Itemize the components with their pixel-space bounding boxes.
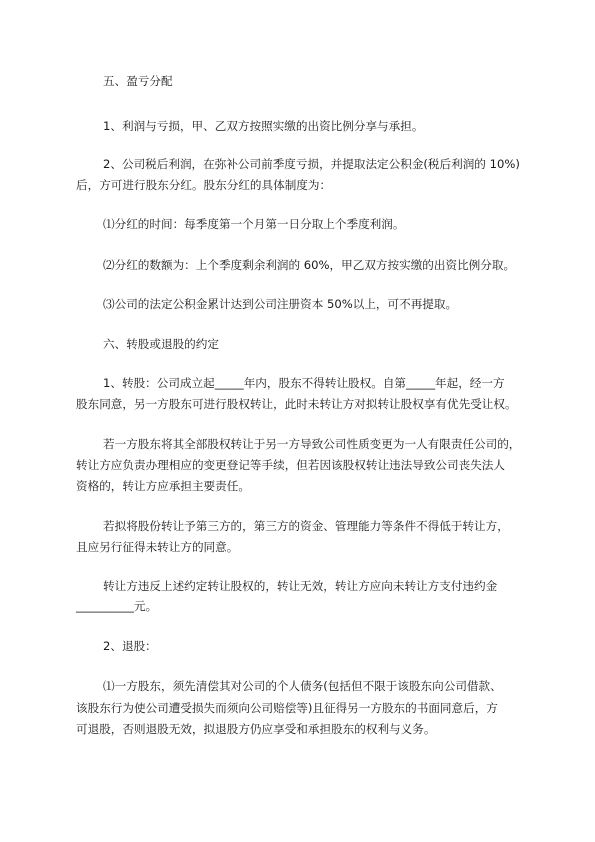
paragraph-penalty-line-1: 转让方违反上述约定转让股权的，转让无效，转让方应向未转让方支付违约金 <box>103 579 498 593</box>
paragraph-transfer-line-2: 股东同意，另一方股东可进行股权转让，此时未转让方对拟转让股权享有优先受让权。 <box>76 397 517 411</box>
list-item-dividend-time: ⑴分红的时间：每季度第一个月第一日分取上个季度利润。 <box>103 217 405 231</box>
list-item-withdrawal-line-2: 该股东行为使公司遭受损失而须向公司赔偿等)且征得另一方股东的书面同意后，方 <box>76 701 498 715</box>
paragraph-third-party-line-2: 且应另行征得未转让方的同意。 <box>76 540 239 554</box>
list-item-withdrawal-line-1: ⑴一方股东，须先清偿其对公司的个人债务(包括但不限于该股东向公司借款、 <box>103 679 502 693</box>
paragraph-dividend-line-1: 2、公司税后利润，在弥补公司前季度亏损，并提取法定公积金(税后利润的 10%) <box>103 157 520 171</box>
paragraph-full-transfer-line-2: 转让方应负责办理相应的变更登记等手续，但若因该股权转让违法导致公司丧失法人 <box>76 458 505 472</box>
paragraph-withdrawal-heading: 2、退股： <box>103 639 157 653</box>
list-item-dividend-amount: ⑵分红的数额为：上个季度剩余利润的 60%，甲乙双方按实缴的出资比例分取。 <box>103 258 516 272</box>
paragraph-penalty-line-2: __________元。 <box>76 599 158 613</box>
paragraph-transfer-line-1: 1、转股：公司成立起_____年内，股东不得转让股权。自第_____年起，经一方 <box>103 376 505 390</box>
paragraph-full-transfer-line-1: 若一方股东将其全部股权转让于另一方导致公司性质变更为一人有限责任公司的， <box>103 437 521 451</box>
list-item-withdrawal-line-3: 可退股，否则退股无效，拟退股方仍应享受和承担股东的权利与义务。 <box>76 722 436 736</box>
paragraph-third-party-line-1: 若拟将股份转让予第三方的，第三方的资金、管理能力等条件不得低于转让方， <box>103 519 509 533</box>
paragraph-profit-loss-sharing: 1、利润与亏损，甲、乙双方按照实缴的出资比例分享与承担。 <box>103 119 424 133</box>
paragraph-dividend-line-2: 后，方可进行股东分红。股东分红的具体制度为： <box>76 178 332 192</box>
list-item-reserve-fund: ⑶公司的法定公积金累计达到公司注册资本 50%以上，可不再提取。 <box>103 297 458 311</box>
paragraph-full-transfer-line-3: 资格的，转让方应承担主要责任。 <box>76 479 250 493</box>
section-heading-profit-loss: 五、盈亏分配 <box>103 74 173 88</box>
section-heading-share-transfer: 六、转股或退股的约定 <box>103 337 219 351</box>
